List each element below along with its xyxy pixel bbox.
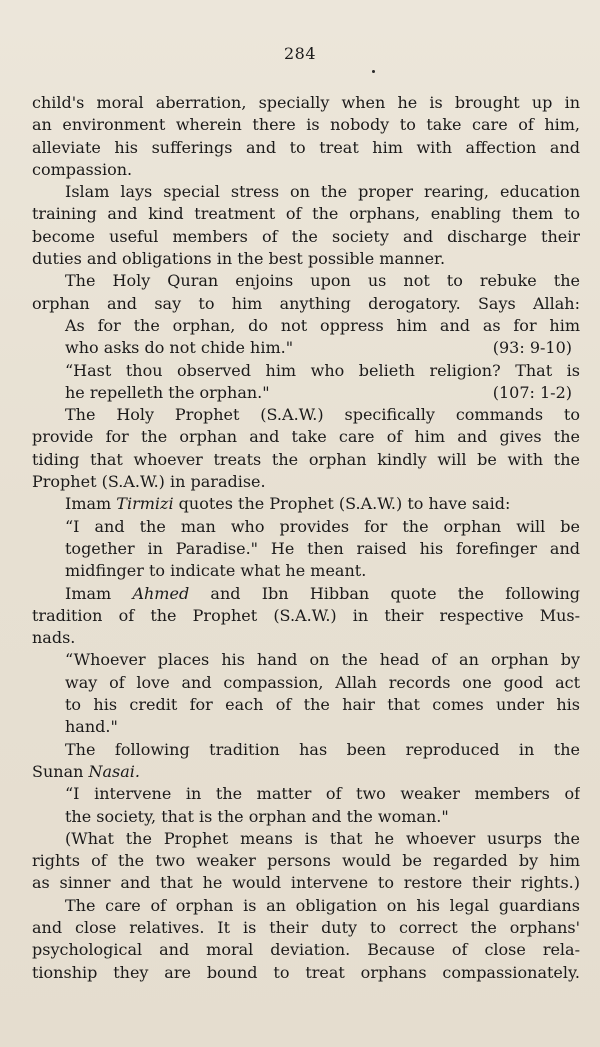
text-line: and close relatives. It is their duty to correct the orphans' [32,917,580,937]
quote-text: who asks do not chide him." [65,338,294,358]
text-line: training and kind treatment of the orphans, enabling them to [32,204,580,224]
text-line: as sinner and that he would intervene to restore their rights.) [32,873,580,893]
text-line: The following tradition has been reproduced in the [65,739,580,759]
text-line [32,761,580,783]
verse-reference: (93: 9-10) [492,338,572,358]
text-run: quotes the Prophet (S.A.W.) to have said: [173,494,511,514]
text-line: psychological and moral deviation. Because of close rela- [32,940,580,960]
quote-line: to his credit for each of the hair that comes under his [65,695,580,715]
text-line: rights of the two weaker persons would be regarded by him [32,851,580,871]
quote-line-with-reference [32,382,580,404]
text-run: Imam [65,583,133,603]
ink-dot [372,70,375,73]
text-line: become useful members of the society and discharge their [32,226,580,246]
quote-line: midfinger to indicate what he meant. [65,561,367,581]
text-line: child's moral aberration, specially when he is brought up in [32,93,580,112]
text-line: alleviate his sufferings and to treat him with affection and [32,137,580,157]
text-line: orphan and say to him anything derogatory. Says Allah: [32,293,580,313]
quote-line: the society, that is the orphan and the woman." [65,806,449,826]
verse-reference: (107: 1-2) [492,382,572,402]
text-line: nads. [32,628,76,648]
text-line: Islam lays special stress on the proper rearing, education [65,182,580,202]
quote-line: “I intervene in the matter of two weaker members of [65,784,580,804]
text-line: tionship they are bound to treat orphans compassionately. [32,962,580,982]
quote-line: As for the orphan, do not oppress him and as for him [65,315,580,335]
quote-line: “I and the man who provides for the orphan will be [65,516,580,536]
quote-line: hand." [65,717,118,737]
page-number: 284 [283,44,317,63]
quote-line: way of love and compassion, Allah records one good act [65,672,580,692]
text-line: Prophet (S.A.W.) in paradise. [32,472,266,492]
text-line: tradition of the Prophet (S.A.W.) in their respective Mus- [32,605,580,625]
quote-line: “Hast thou observed him who belieth religion? That is [65,360,580,380]
text-run: Imam [65,494,117,514]
text-run: and Ibn Hibban quote the following [189,583,580,603]
text-line: The care of orphan is an obligation on his legal guardians [65,895,580,915]
text-line: duties and obligations in the best possible manner. [32,249,446,269]
text-line: provide for the orphan and take care of him and gives the [32,427,580,447]
italic-name: Tirmizi [116,494,174,514]
text-line: tiding that whoever treats the orphan kindly will be with the [32,449,580,469]
text-run: Sunan [32,761,89,781]
text-line: an environment wherein there is nobody to take care of him, [32,115,580,135]
quote-line-with-reference [32,337,580,359]
text-line: (What the Prophet means is that he whoever usurps the [65,828,580,848]
body-text [32,92,580,984]
italic-name: Ahmed [132,583,190,603]
text-line [32,583,580,605]
text-line: compassion. [32,159,133,179]
quote-line: together in Paradise." He then raised his forefinger and [65,538,580,558]
text-line: The Holy Quran enjoins upon us not to rebuke the [65,271,580,291]
quote-text: he repelleth the orphan." [65,382,270,402]
text-line [32,493,580,515]
italic-name: Nasai. [88,761,140,781]
quote-line: “Whoever places his hand on the head of an orphan by [65,650,580,670]
text-line: The Holy Prophet (S.A.W.) specifically commands to [65,405,580,425]
